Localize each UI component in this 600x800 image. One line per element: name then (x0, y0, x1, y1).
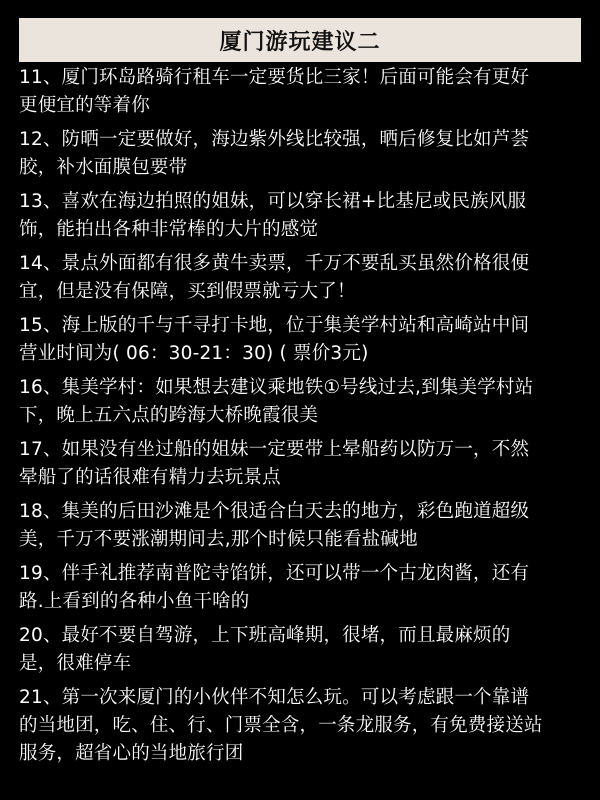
tip-item: 11、厦门环岛路骑行租车一定要货比三家！后面可能会有更好 更便宜的等着你 (19, 67, 530, 116)
tips-list (19, 64, 581, 774)
tip-item: 15、海上版的千与千寻打卡地，位于集美学村站和高崎站中间 营业时间为( 06：30-21：30) ( 票价3元) (19, 315, 530, 364)
tip-item: 20、最好不要自驾游，上下班高峰期，很堵，而且最麻烦的 是，很难停车 (19, 625, 511, 674)
tip-item: 13、喜欢在海边拍照的姐妹，可以穿长裙+比基尼或民族风服 饰，能拍出各种非常棒的大片的感觉 (19, 191, 527, 240)
tip-item: 19、伴手礼推荐南普陀寺馅饼，还可以带一个古龙肉酱，还有 路.上看到的各种小鱼干啥的 (19, 563, 530, 612)
tip-item: 16、集美学村：如果想去建议乘地铁①号线过去,到集美学村站 下，晚上五六点的跨海大桥晚霞很美 (19, 377, 534, 426)
tip-item: 17、如果没有坐过船的姐妹一定要带上晕船药以防万一，不然 晕船了的话很难有精力去玩景点 (19, 439, 530, 488)
page-title: 厦门游玩建议二 (219, 29, 381, 55)
tip-item: 18、集美的后田沙滩是个很适合白天去的地方，彩色跑道超级 美，千万不要涨潮期间去,那个时候只能看盐碱地 (19, 501, 530, 550)
title-banner (19, 18, 581, 62)
tip-item: 14、景点外面都有很多黄牛卖票，千万不要乱买虽然价格很便 宜，但是没有保障，买到假票就亏大了！ (19, 253, 530, 302)
tip-item: 21、第一次来厦门的小伙伴不知怎么玩。可以考虑跟一个靠谱 的当地团，吃、住、行、门票全含，一条龙服务，有免费接送站 服务，超省心的当地旅行团 (19, 687, 543, 764)
tip-item: 12、防晒一定要做好，海边紫外线比较强，晒后修复比如芦荟 胶，补水面膜包要带 (19, 129, 530, 178)
